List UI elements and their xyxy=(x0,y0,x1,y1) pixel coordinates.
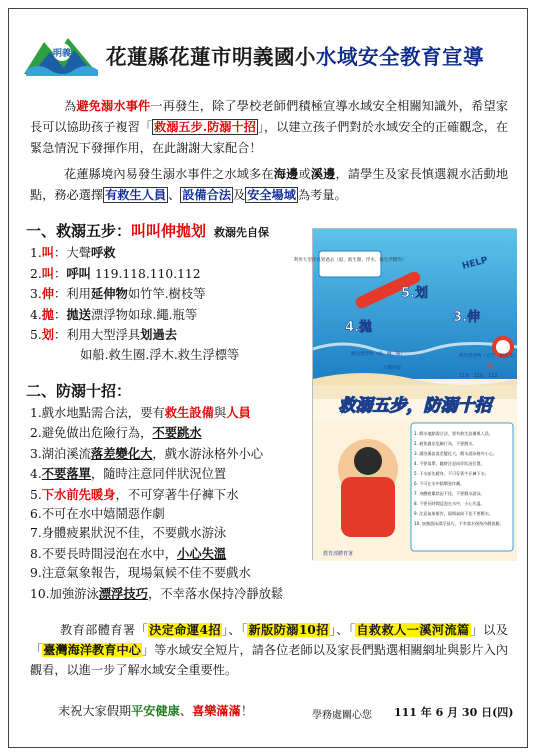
poster-tip: 8. 不要長時間浸泡在水中，小心失溫。 xyxy=(414,501,485,506)
poster-note-2: 拋送漂浮物（球、繩、瓶） xyxy=(351,352,405,357)
rescue-step-continuation: 如船.救生圈.浮木.救生浮標等 xyxy=(80,347,240,362)
header xyxy=(24,34,514,78)
prevention-tip: 6.不可在水中嬉鬧惡作劇 xyxy=(30,507,165,522)
section2-heading: 二、防溺十招： xyxy=(26,382,132,400)
rescue-steps-list xyxy=(30,243,300,366)
poster-tip: 4. 不要落單，隨時注意同伴狀況位置。 xyxy=(414,461,485,466)
poster-source: 教育部體育署 xyxy=(323,551,354,557)
drowning-prevention-list xyxy=(30,403,310,604)
closing-line: 末祝大家假期平安健康、喜樂滿滿！ xyxy=(58,704,253,718)
poster-note-6: 119、110、112 xyxy=(459,373,498,379)
prevention-tip: 1.戲水地點需合法，要有救生設備與人員 xyxy=(30,405,251,420)
video-link-4[interactable]: 臺灣海洋教育中心 xyxy=(43,643,141,657)
logo-text: 明義 xyxy=(52,49,72,59)
date: 111 年 6 月 30 日(四) xyxy=(394,706,514,719)
rescue-step: 4.拋：拋送漂浮物如球.繩.瓶等 xyxy=(30,306,198,322)
prevention-tip: 3.湖泊溪流落差變化大，戲水游泳格外小心 xyxy=(30,445,264,461)
poster-note-4: 利用延伸物（竹竿、樹枝等） xyxy=(459,354,518,359)
poster-title: 救溺五步，防溺十招 xyxy=(338,396,492,416)
intro-paragraph-2: 花蓮縣境內易發生溺水事件之水域多在海邊或溪邊，請學生及家長慎選親水活動地點，務必選擇 有救生人員 、 設備合法 及 安全場域 為考量。 xyxy=(30,167,509,202)
prevention-tip: 4.不要落單，隨時注意同伴狀況位置 xyxy=(30,466,227,482)
poster-tip: 1. 戲水地點需合法，要有救生設備與人員。 xyxy=(414,431,493,436)
poster-tip: 5. 下水前先暖身，不可穿著牛仔褲下水。 xyxy=(414,471,489,476)
poster-tip: 9. 注意氣象報告，現場氣候不佳不要戲水。 xyxy=(414,511,493,516)
poster-step-4: 4.拋 xyxy=(345,320,372,335)
video-link-1[interactable]: 決定命運4招 xyxy=(149,623,221,637)
poster-tip: 7. 身體疲累狀況不佳，不要戲水游泳。 xyxy=(414,491,485,496)
school-logo xyxy=(24,34,98,76)
prevention-tip: 5.下水前先暖身，不可穿著牛仔褲下水 xyxy=(30,486,239,502)
prevention-tip: 9.注意氣象報告，現場氣候不佳不要戲水 xyxy=(30,566,251,581)
poster-note-3: 大聲呼救 xyxy=(383,366,401,371)
poster-help-text: HELP xyxy=(461,255,489,272)
poster-step-5: 5.划 xyxy=(401,286,428,301)
poster-tip: 10. 加強游泳漂浮技巧，不幸落水保持冷靜放鬆。 xyxy=(414,521,504,526)
poster-note-1: 利用大型浮具划過去（船、救生圈、浮木、救生浮標等） xyxy=(293,258,407,263)
poster-tip: 6. 不可在水中嬉鬧惡作劇。 xyxy=(414,481,465,486)
outro-paragraph: 教育部體育署「決定命運4招」、「新版防溺10招」、「自救救人一溪河流篇」以及「臺灣海洋教育中心」等水域安全短片，請各位老師以及家長們點選相關網址與影片入內觀看，以進一步了解水域安全重要性。 xyxy=(30,623,509,677)
poster-step-3: 3.伸 xyxy=(453,310,480,325)
poster-illustration xyxy=(293,229,518,561)
video-link-3[interactable]: 自救救人一溪河流篇 xyxy=(356,623,470,637)
poster-note-5: 叫 xyxy=(487,364,494,371)
rescue-step: 2.叫：呼叫 119.118.110.112 xyxy=(30,265,201,281)
prevention-tip: 8.不要長時間浸泡在水中，小心失溫 xyxy=(30,545,227,561)
rescue-step: 5.划：利用大型浮具划過去 xyxy=(30,327,178,343)
intro-paragraph-1: 為避免溺水事件一再發生，除了學校老師們積極宣導水域安全相關知識外，希望家長可以協助孩子複習「 救溺五步.防溺十招 」，以建立孩子們對於水域安全的正確觀念，在緊急情況下發揮作用，在此謝謝大家配合！ xyxy=(30,99,509,155)
rescue-step: 1.叫：大聲呼救 xyxy=(30,245,116,260)
section1-heading: 一、救溺五步：叫叫伸拋划 救溺先自保 xyxy=(26,222,270,240)
poster-tip: 3. 湖泊溪流落差變化大，戲水游泳格外小心。 xyxy=(414,451,497,456)
poster-tip: 2. 避免做出危險行為，不要跳水。 xyxy=(414,441,477,446)
rescue-step: 3.伸：利用延伸物如竹竿.樹枝等 xyxy=(30,286,206,302)
page-title: 花蓮縣花蓮市明義國小水域安全教育宣導 xyxy=(106,45,484,69)
prevention-tip: 7.身體疲累狀況不佳，不要戲水游泳 xyxy=(30,526,227,541)
prevention-tip: 10.加強游泳漂浮技巧，不幸落水保持冷靜放鬆 xyxy=(30,585,284,601)
video-link-2[interactable]: 新版防溺10招 xyxy=(248,623,329,637)
signer: 學務處關心您 xyxy=(312,710,372,721)
safety-poster xyxy=(293,228,518,560)
prevention-tip: 2.避免做出危險行為，不要跳水 xyxy=(30,425,202,441)
